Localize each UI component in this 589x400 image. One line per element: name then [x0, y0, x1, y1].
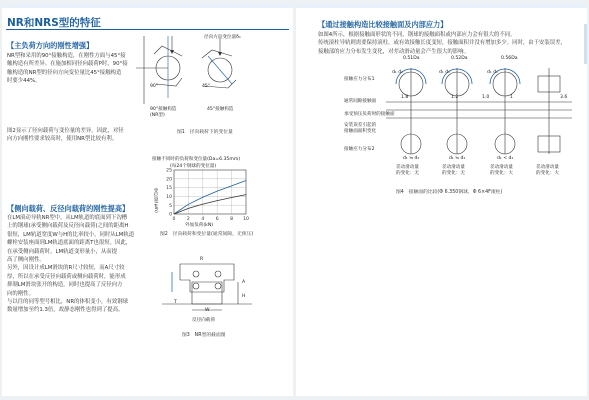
fig4-roller	[538, 68, 560, 154]
fig4-d-label: d₁ d₂	[439, 70, 450, 75]
fig4-d-label: d₁ d₂	[392, 70, 403, 75]
fig3-label-t: T	[174, 300, 177, 305]
chart-y-tick-label: 10	[166, 195, 172, 200]
fig4-width: 1.2	[451, 95, 459, 100]
text-line: 很短，LM轨道宽度W与H的比率较小，同时从LM轨道	[7, 231, 135, 238]
section-text-fig2-ref	[7, 127, 124, 144]
fig4-caption: 图4 接触面的比较(Φ 6.350钢球，Φ 6×4F滚柱)	[396, 190, 503, 195]
fig4-bottom-line: 差动滑动量	[490, 165, 513, 170]
section-text-rigidity	[7, 52, 128, 86]
chart-xlabel: 外加负荷(kN)	[185, 223, 214, 228]
fig1-raceway-right	[202, 50, 232, 58]
fig4-width: 1	[510, 95, 513, 100]
chart-x-tick-label: 8	[230, 217, 234, 222]
text-line: NR型和采用的90°接触构造，在刚性方面与45°接	[7, 53, 126, 59]
chart-x-tick-label: 2	[186, 217, 190, 222]
fig4-sub: d₁ ≒ d₂	[449, 156, 466, 161]
fig4-width: 1.0	[482, 95, 490, 100]
fig1-raceway-left	[156, 78, 182, 86]
fig4-row-label-line: 安装误差引起的	[344, 123, 377, 128]
text-line: 厚，所以在承受反径向载荷或侧向载荷时，能形成	[7, 273, 126, 280]
fig4-row-label: 接触应力分布1	[344, 77, 375, 82]
fig4-row-label: 承受预压负荷时的接触面	[344, 112, 395, 117]
chart-series-line	[174, 195, 246, 214]
fig4-top-value: 0.51Da	[403, 56, 420, 61]
right-page	[296, 4, 587, 396]
fig4-sub: d₁ < d₂	[497, 156, 514, 161]
text-line: 螺栓安装座面到LM轨道底面的距离T也很短。因此，	[7, 240, 132, 247]
chart-ylabel: 变位量(μm)	[153, 188, 158, 213]
fig3-ball	[215, 271, 221, 277]
fig3-ball	[193, 283, 199, 289]
page-title: NR和NRS型的特征	[7, 17, 101, 29]
chart-series-line	[174, 181, 246, 214]
text-line: 与以往的同等型号相比，NR的体积变小，有效钢球	[7, 299, 128, 306]
fig1-angle-right: 45°	[202, 84, 211, 89]
fig1-sub-left-line: (NR型)	[150, 113, 165, 118]
fig3-rail	[192, 282, 222, 304]
fig3-caption: 图3 NR型的截面图	[182, 333, 226, 338]
fig4-bottom-line: 差动滑动量	[396, 165, 419, 170]
fig4-width: 3.6	[560, 95, 568, 100]
fig2-caption: 图2 径向载荷和变位量(通常间隙，无预压)	[160, 232, 254, 237]
text-line: 抑制LM滑块张开的构造，同时也提高了反径向方	[7, 282, 123, 289]
fig4-width: 1.8	[401, 95, 409, 100]
text-line: 数量增加至约1.3倍，故静态刚性也得到了提高。	[7, 307, 124, 314]
fig4-row-label: 接触应力分布2	[344, 147, 375, 152]
section-heading-contact: 【通过接触构造比较接触面及内部应力】	[318, 20, 448, 29]
chart-y-tick-label: 15	[166, 186, 172, 192]
section-text-contact	[318, 31, 566, 56]
text-line: 向方向刚性要求较高时，使用NR型比较有利。	[7, 136, 118, 143]
fig4-sub: d₁ ≒ d₂	[403, 156, 420, 161]
fig4-bottom-line: 的变化：大	[536, 171, 559, 176]
fig4-bottom-note	[396, 164, 419, 176]
chart-y-tick-label: 0	[169, 212, 172, 218]
fig4-ball-1	[396, 68, 426, 154]
fig4-top-value: 0.56Da	[501, 56, 518, 61]
fig4-bottom-line: 的变化：大	[490, 171, 513, 176]
fig3-block	[180, 264, 234, 292]
chart-y-tick-label: 5	[169, 203, 172, 209]
fig4-bottom-note	[442, 164, 465, 176]
figure-4-contact-comparison	[386, 62, 576, 162]
text-line: 向的刚性。	[7, 290, 34, 297]
chart-x-tick-label: 4	[201, 217, 205, 222]
fig1-load-line	[208, 56, 232, 84]
fig3-label-h: H	[242, 294, 246, 299]
fig4-bottom-line: 的变化：无	[442, 171, 465, 176]
chart-y-tick-label: 25	[166, 168, 172, 174]
chart-x-tick-label: 0	[172, 217, 176, 222]
text-line: 图2显示了径向载荷与变位量的差异。因此，对径	[7, 128, 124, 134]
fig3-label-r: R	[200, 257, 204, 262]
fig1-sub-right: 45°接触构造	[207, 107, 234, 112]
text-line: 在承受侧向载荷时，LM轨道变形量小，从而提	[7, 248, 118, 255]
fig4-ball-2	[442, 68, 472, 154]
fig4-d-label: d₁ d₂	[487, 70, 498, 75]
text-line: 在LM滚动导轨NR型中，从LM轨道的底面到下沟槽	[7, 215, 128, 221]
section-text-side-load	[7, 214, 134, 315]
header-band	[2, 4, 293, 8]
fig4-bottom-line: 差动滑动量	[442, 165, 465, 170]
section-heading-rigidity: 【主负荷方向的刚性增强】	[7, 41, 94, 50]
fig4-row-label: 通常间隙接触面	[344, 99, 377, 104]
edge-marker	[584, 24, 587, 64]
chart-y-tick-label: 20	[166, 177, 172, 183]
fig3-sub: 反径向载荷	[192, 318, 215, 323]
fig4-row-label-line: 接触面面积变化	[344, 129, 377, 134]
chart-title: 接触不同时的负荷和变位量(Da=6.35mm)	[152, 157, 241, 162]
text-line: 传统滚柱导轨则需要保持滚柱，或有效接触长度变短，接触面积并没有增加多少。同时，由于安装误差，	[318, 40, 566, 47]
title-rule	[6, 29, 289, 30]
fig4-bottom-note	[536, 164, 559, 176]
text-line: 另外，因设计成LM滑块的R尺寸较短，而A尺寸较	[7, 265, 125, 272]
chart-frame	[174, 170, 246, 214]
chart-x-tick-label: 10	[243, 217, 249, 222]
chart-subtitle: (每24个钢球的变位量)	[170, 164, 217, 169]
fig3-label-w: W	[205, 308, 210, 313]
text-line: 触构造的NR型的径向方向变位量比45°接触构造	[7, 69, 122, 76]
text-line: 触构造有所差异。在施加相同径向载荷P时，90°接	[7, 61, 128, 68]
text-line: 接触部的应力分布发生变化，对差动滑动量会产生很大的影响。	[318, 48, 469, 55]
fig4-top-value: 0.52Da	[451, 56, 468, 61]
header-band	[296, 4, 587, 8]
fig4-row-label	[344, 122, 376, 134]
text-line: 时要少44%。	[7, 78, 41, 85]
fig1-caption: 图1 径向载荷下的变位量	[177, 130, 233, 135]
fig1-arrow-head	[218, 52, 222, 56]
fig3-ball	[193, 271, 199, 277]
fig1-sub-left	[150, 106, 177, 118]
figure-2-chart	[152, 166, 252, 224]
left-page	[2, 4, 293, 396]
section-heading-side-load: 【侧向载荷、反径向载荷的刚性提高】	[7, 204, 130, 213]
fig4-bottom-line: 的变化：无	[396, 171, 419, 176]
chart-x-tick-label: 6	[215, 217, 219, 222]
fig4-ball-3	[490, 68, 520, 154]
text-line: 如图4所示，根据接触面形状的不同，钢球的接触面积或内部应力会有很大的不同。	[318, 32, 516, 38]
fig3-label-a: A	[242, 280, 246, 285]
fig4-bottom-line: 差动滑动量	[536, 165, 559, 170]
fig4-bottom-note	[490, 164, 513, 176]
fig1-angle-left: 90°	[150, 84, 159, 89]
fig1-label-top: 径向方向变位量δ₁	[204, 35, 241, 40]
fig3-ball	[215, 283, 221, 289]
text-line: 上的钢球(承受侧向载荷及反径向载荷)之间的距离H	[7, 223, 129, 230]
text-line: 高了侧向刚性。	[7, 257, 45, 264]
fig1-sub-left-line: 90°接触构造	[150, 107, 177, 112]
